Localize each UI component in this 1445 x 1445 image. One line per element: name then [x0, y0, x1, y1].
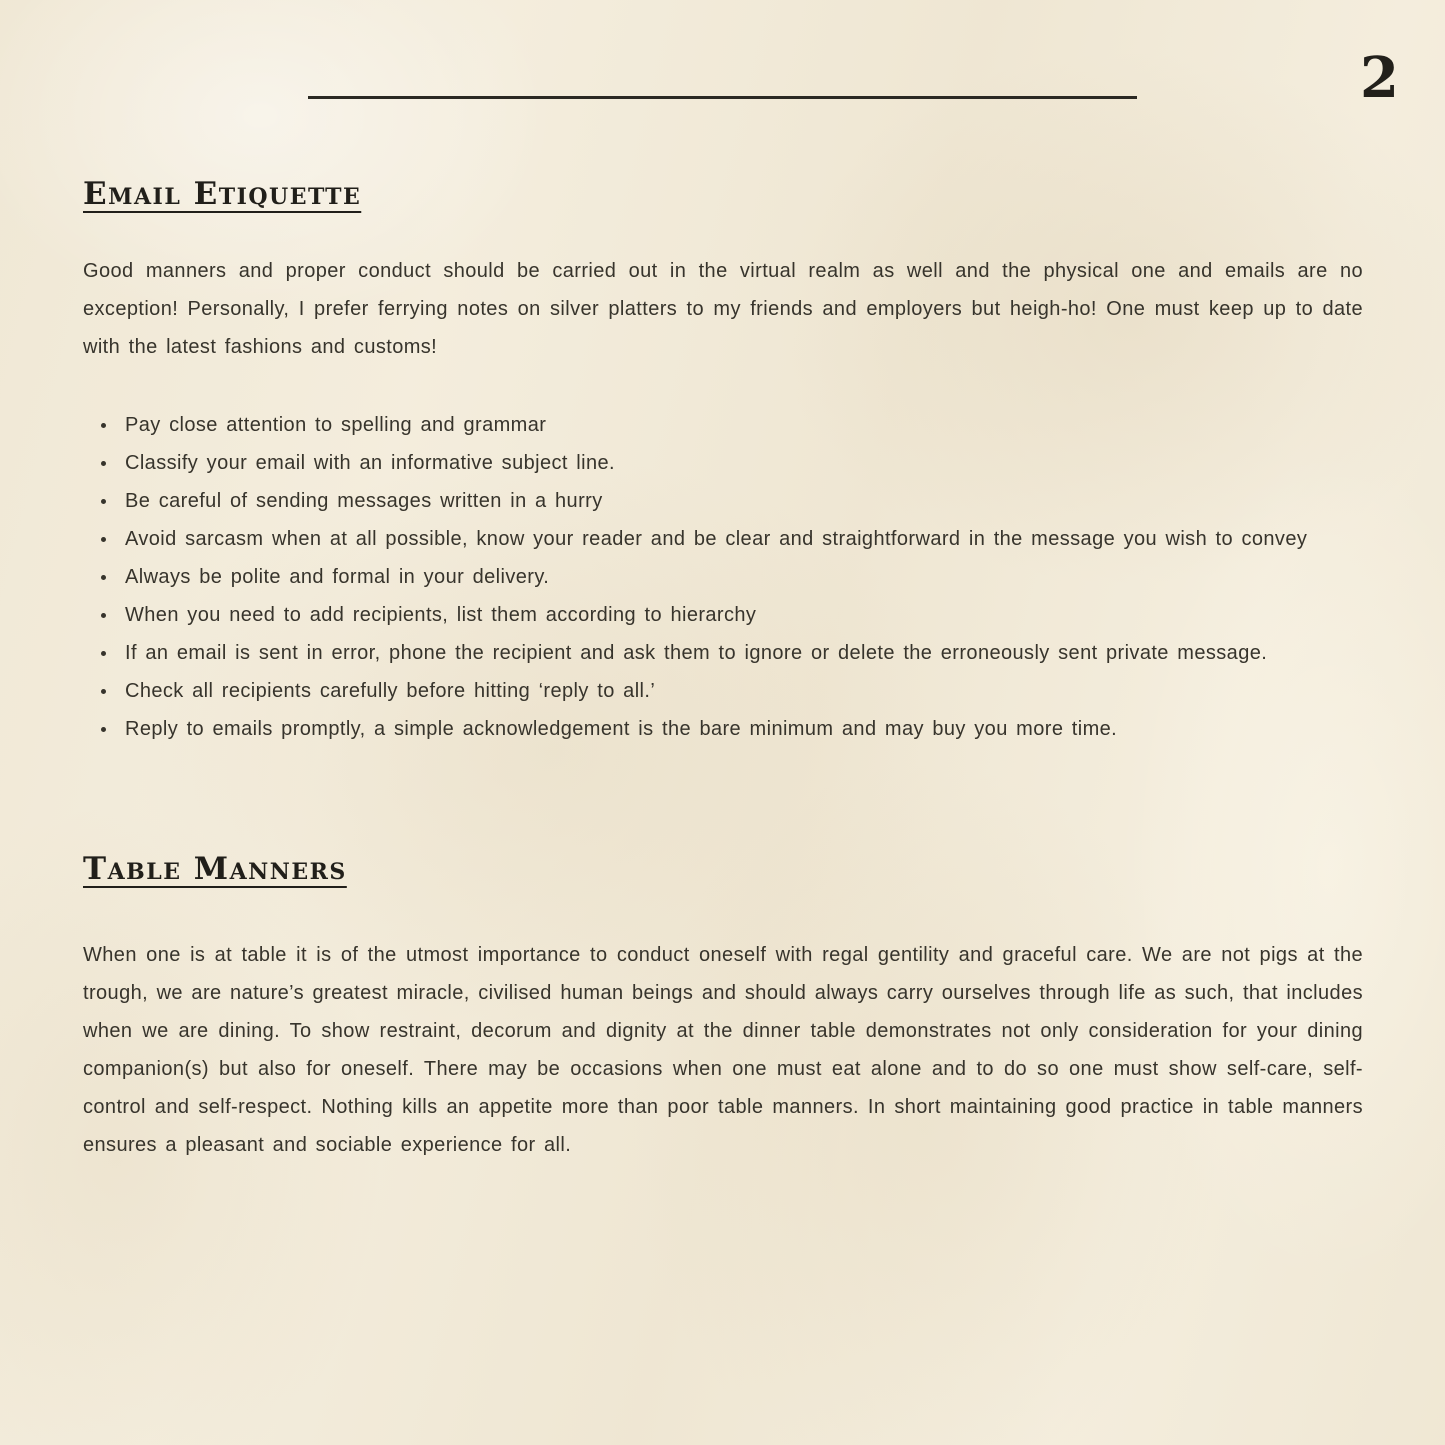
bullet-item: Check all recipients carefully before hitting ‘reply to all.’ [83, 672, 1363, 710]
bullet-item: Reply to emails promptly, a simple acknowledgement is the bare minimum and may buy you more time. [83, 710, 1363, 748]
bullet-item: Always be polite and formal in your delivery. [83, 558, 1363, 596]
section-heading-table-manners: Table Manners [83, 851, 347, 887]
bullet-item: Be careful of sending messages written in a hurry [83, 482, 1363, 520]
page-number: 2 [1360, 45, 1399, 111]
page-content [83, 0, 1363, 1164]
bullet-item: Classify your email with an informative subject line. [83, 444, 1363, 482]
bullet-item: If an email is sent in error, phone the recipient and ask them to ignore or delete the erroneously sent private message. [83, 634, 1363, 672]
email-etiquette-bullet-list [83, 406, 1363, 748]
section-heading-email-etiquette: Email Etiquette [83, 176, 362, 212]
email-etiquette-intro-paragraph: Good manners and proper conduct should be carried out in the virtual realm as well and the physical one and emails are no exception! Personally, I prefer ferrying notes on silver platters to my friends and employers but heigh-ho! One must keep up to date with the latest fashions and customs! [83, 260, 1363, 358]
bullet-item: Pay close attention to spelling and grammar [83, 406, 1363, 444]
table-manners-paragraph: When one is at table it is of the utmost importance to conduct oneself with regal gentility and graceful care. We are not pigs at the trough, we are nature’s greatest miracle, civilised human beings and should always carry ourselves through life as such, that includes when we are dining. To show restraint, decorum and dignity at the dinner table demonstrates not only consideration for your dining companion(s) but also for oneself. There may be occasions when one must eat alone and to do so one must show self-care, self-control and self-respect. Nothing kills an appetite more than poor table manners. In short maintaining good practice in table manners ensures a pleasant and sociable experience for all. [83, 944, 1363, 1156]
bullet-item: When you need to add recipients, list them according to hierarchy [83, 596, 1363, 634]
bullet-item: Avoid sarcasm when at all possible, know your reader and be clear and straightforward in the message you wish to convey [83, 520, 1363, 558]
